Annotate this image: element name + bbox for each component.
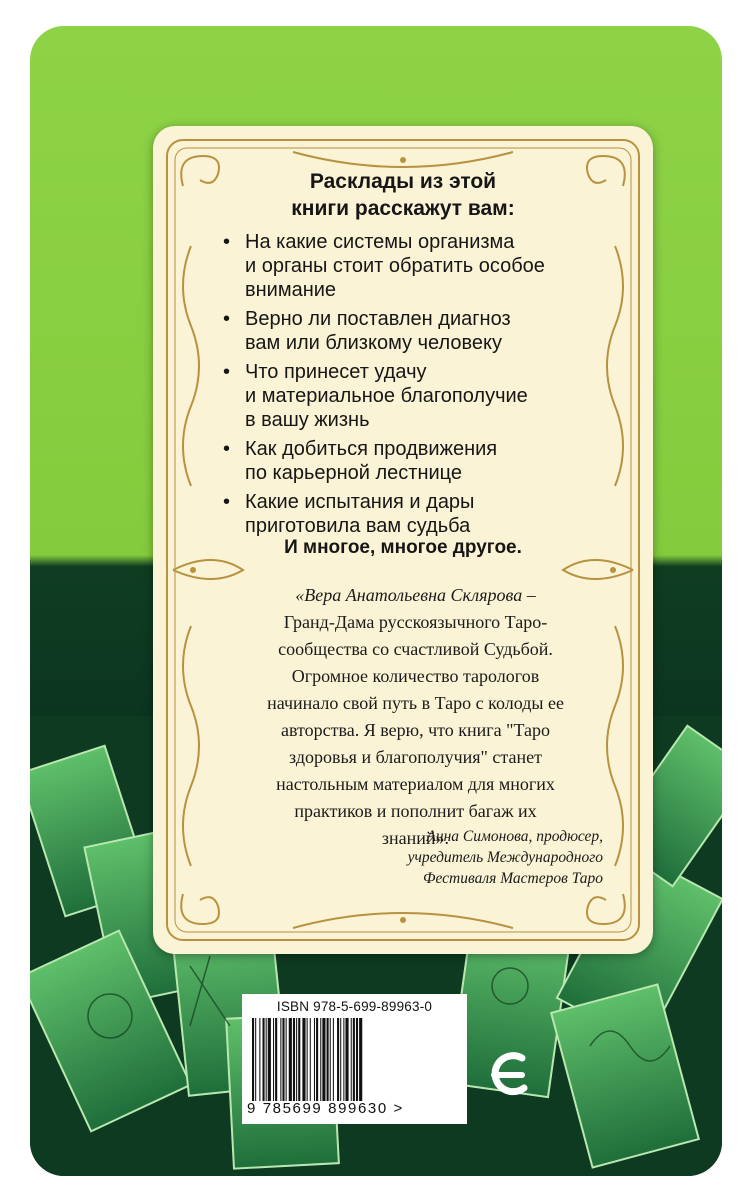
quote-author: «Вера Анатольевна Склярова [295, 585, 523, 605]
attribution-line: учредитель Международного [407, 849, 603, 866]
quote-attribution [273, 826, 603, 889]
list-item-line: в вашу жизнь [245, 409, 370, 431]
bullet-icon: • [223, 361, 231, 383]
bullet-icon: • [223, 231, 231, 253]
list-item-line: и органы стоит обратить особое [245, 255, 545, 277]
attribution-name: Анна Симонова [426, 828, 529, 845]
list-item-line: Какие испытания и дары [245, 491, 475, 513]
text-panel [153, 126, 653, 954]
quote-line: авторства. Я верю, что книга "Таро [280, 720, 551, 740]
list-item [223, 490, 623, 538]
list-item-line: внимание [245, 279, 337, 301]
list-item-line: и материальное благополучие [245, 385, 528, 407]
list-item-line: по карьерной лестнице [245, 462, 463, 484]
lead-heading [153, 168, 653, 222]
attribution-line: Фестиваля Мастеров Таро [423, 870, 603, 887]
lead-line: книги расскажут вам: [291, 197, 515, 220]
bullet-icon: • [223, 438, 231, 460]
isbn-text: ISBN 978-5-699-89963-0 [276, 999, 433, 1014]
barcode-digits: 9 785699 899630 > [247, 1100, 404, 1117]
bullet-icon: • [223, 308, 231, 330]
list-item-line: Что принесет удачу [245, 361, 427, 383]
lead-line: Расклады из этой [309, 170, 497, 193]
attribution-role: , продюсер, [528, 828, 603, 845]
publisher-logo-icon [482, 1044, 534, 1104]
barcode-icon [252, 1018, 457, 1101]
quote-line: сообщества со счастливой Судьбой. [278, 639, 553, 659]
quote-line: здоровья и благополучия" станет [289, 747, 542, 767]
quote-line: настольным материалом для многих [276, 774, 555, 794]
list-item [223, 360, 623, 432]
list-item-line: На какие системы организма [245, 231, 515, 253]
bullet-list [223, 230, 623, 543]
bullet-icon: • [223, 491, 231, 513]
quote-line: Гранд-Дама русскоязычного Таро- [283, 612, 548, 632]
list-item [223, 307, 623, 355]
list-item-line: Как добиться продвижения [245, 438, 498, 460]
list-item-line: приготовила вам судьба [245, 515, 471, 537]
list-item [223, 230, 623, 302]
quote-dash: – [522, 585, 536, 605]
quote-line: Огромное количество тарологов [291, 666, 540, 686]
list-item-line: Верно ли поставлен диагноз [245, 308, 511, 330]
list-item [223, 437, 623, 485]
barcode-block [242, 994, 467, 1124]
quote-line: практиков и пополнит багаж их [294, 801, 537, 821]
quote-line: начинало свой путь в Таро с колоды ее [267, 693, 564, 713]
closing-line: И многое, многое другое. [284, 537, 522, 558]
quote-first-line [223, 582, 608, 609]
book-back-cover [30, 26, 722, 1176]
testimonial-quote [223, 582, 608, 852]
quote-line: знаний». [381, 828, 450, 848]
list-item-line: вам или близкому человеку [245, 332, 502, 354]
